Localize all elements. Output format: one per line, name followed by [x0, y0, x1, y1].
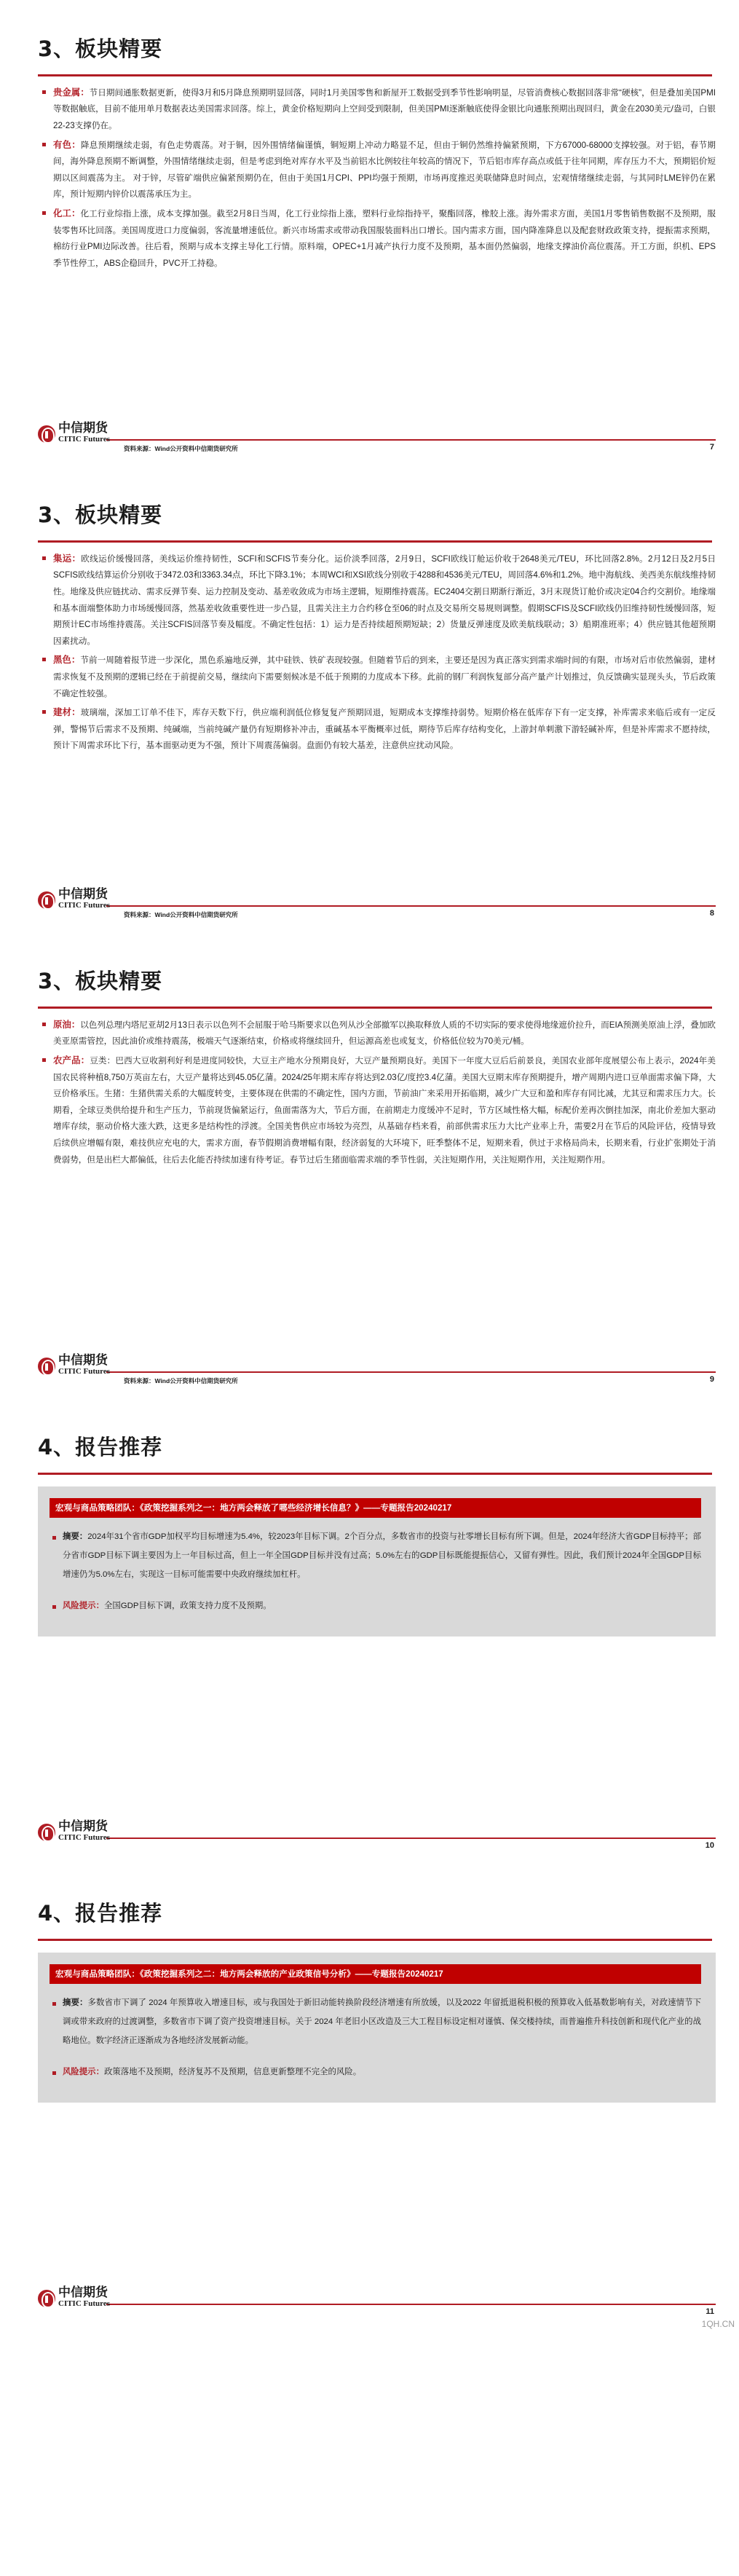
section-text: 欧线运价缓慢回落，美线运价维持韧性，SCFI和SCFIS节奏分化。运价淡季回落，2月9日，SCFI欧线订舱运价收于2648美元/TEU，环比回落2.8%。2月12日及2月5日SCFIS欧线结算运价分别收于3472.03和3363.34点，环比下降3.1%；本周WCI和XSI欧线分别收于4288和4536美元/TEU，周回落4.6%和1.2%。地中海航线、美西美东航线维持韧性。地缘及供应链扰动、需求反弹节奏、运力控制及变动、基差收敛成为市场主逻辑，短期维持震荡。EC2404交割日期渐行渐近，3月末现货订舱价或决定04合约交割价。地缘端和基本面端整体助力市场缓慢回落，然基差收敛重要性进一步凸显，且需关注主力合约移仓至06的时点及交易所交易规则调整。假期SCFIS及SCFI欧线仍旧维持韧性缓慢回落，短期预计EC市场维持震荡。关注SCFIS回落节奏及幅度。不确定性包括：1）运力是否持续超预期短缺；2）货量反弹速度及欧美航线联动；3）船期准班率；4）供应链其他超预期因素扰动。 [53, 554, 716, 646]
page-number: 9 [709, 1375, 714, 1384]
risk-text: 全国GDP目标下调，政策支持力度不及预期。 [103, 1602, 272, 1611]
page-title: 3、板块精要 [38, 36, 163, 61]
page-footer [38, 422, 716, 456]
page-title: 3、板块精要 [38, 969, 163, 993]
list-item [50, 2063, 701, 2082]
risk-label: 风险提示： [63, 2068, 104, 2077]
brand-name-cn: 中信期货 [58, 887, 108, 902]
title-divider [38, 1939, 712, 1941]
page-title: 3、板块精要 [38, 503, 163, 527]
brand-name-en: CITIC Futures [58, 435, 111, 444]
report-bullet-list [50, 1994, 701, 2082]
report-page [0, 1398, 739, 1864]
list-item [38, 84, 716, 135]
footer-divider [106, 1371, 716, 1373]
source-note: 资料来源：Wind公开资料中信期货研究所 [124, 911, 238, 918]
citic-logo-icon [38, 891, 55, 909]
section-label: 农产品： [53, 1055, 90, 1066]
report-page [0, 466, 739, 932]
watermark: 1QH.CN [701, 2319, 735, 2329]
section-text: 化工行业综指上涨，成本支撑加强。截至2月8日当周，化工行业综指上涨，塑料行业综指持平，聚酯回落，橡胶上涨。海外需求方面，美国1月零售销售数据不及预期，服装零售环比回落。美国周度进口力度偏弱，客流量增速低位。新兴市场需求或带动我国服装面料出口增长。国内需求方面，国内降准降息以及配套财政政策支持，提振需求预期，棉纺行业PMI边际改善。往后看，预期与成本支撑主导化工行情。原料端，OPEC+1月减产执行力度不及预期，基本面仍然偏弱，地缘支撑油价高位震荡。开工方面，织机、EPS季节性停工，ABS企稳回升，PVC开工持稳。 [53, 209, 716, 268]
title-divider [38, 74, 712, 76]
footer-divider [106, 439, 716, 441]
section-list [38, 84, 716, 272]
section-text: 玻璃端，深加工订单不佳下，库存天数下行，供应端利润低位修复复产预期回退，短期成本支撑维持弱势。短期价格在低库存下有一定支撑，补库需求来临后或有一定反弹，警惕节后需求不及预期、纯碱端，当前纯碱产量仍有短期修补冲击，重碱基本平衡概率过低，期待节后库存结构变化，上游封单刺激下游轻碱补库，但是补库需求不愿持续，预计下周需求环比下行，基本面驱动更为不强，预计下周震荡偏弱。盘面仍有较大基差，注意供应扰动风险。 [53, 708, 716, 751]
brand-logo [38, 1821, 110, 1842]
brand-logo [38, 2287, 110, 2308]
source-note: 资料来源：Wind公开资料中信期货研究所 [124, 445, 238, 452]
page-footer [38, 889, 716, 922]
brand-name-cn: 中信期货 [58, 421, 108, 436]
page-title: 4、报告推荐 [38, 1435, 163, 1460]
report-bullet-list [50, 1528, 701, 1616]
section-label: 化工： [53, 208, 81, 219]
list-item [50, 1994, 701, 2050]
page-footer [38, 2287, 716, 2320]
page-title: 4、报告推荐 [38, 1901, 163, 1926]
risk-text: 政策落地不及预期，经济复苏不及预期，信息更新整理不完全的风险。 [103, 2068, 362, 2077]
list-item [38, 1016, 716, 1050]
brand-logo [38, 422, 110, 444]
risk-label: 风险提示： [63, 1602, 104, 1611]
section-label: 黑色： [53, 655, 81, 666]
section-text: 节日期间通胀数据更新，使得3月和5月降息预期明显回落，同时1月美国零售和新屋开工数据受到季节性影响明显，尽管消费核心数据回落非常“硬核”，但是叠加美国PMI等数据触底，目前不能用单月数据表达美国需求回落。综上，黄金价格短期向上空间受到限制，但美国PMI逐渐触底使得金银比向通胀预期出现回归，黄金在2030美元/盎司，白银22-23支撑仍在。 [53, 87, 716, 131]
brand-name-en: CITIC Futures [58, 1367, 111, 1376]
list-item [50, 1597, 701, 1616]
report-header: 宏观与商品策略团队：《政策挖掘系列之二：地方两会释放的产业政策信号分析》——专题报告20240217 [50, 1964, 701, 1984]
report-card [38, 1953, 716, 2103]
list-item [50, 1528, 701, 1584]
page-number: 10 [705, 1841, 714, 1850]
citic-logo-icon [38, 2290, 55, 2307]
page-number: 8 [709, 909, 714, 918]
section-list [38, 550, 716, 755]
page-footer [38, 1821, 716, 1854]
section-label: 贵金属： [53, 87, 90, 98]
section-list [38, 1016, 716, 1168]
list-item [38, 550, 716, 650]
list-item [38, 136, 716, 203]
report-summary-text: 多数省市下调了 2024 年预算收入增速目标，或与我国处于新旧动能转换阶段经济增速有所放缓，以及2022 年留抵退税积极的预算收入低基数影响有关，对政速情节下调或带来政府的过渡调整，多数省市下调了资产投资增速目标。关于 2024 年老旧小区改造及三大工程目标设定相对谨慎、保交楼持续，而普遍推升科技创新和现代化产业的战略地位。数字经济正逐渐成为各地经济发展新动能。 [63, 1998, 701, 2045]
citic-logo-icon [38, 425, 55, 443]
section-label: 集运： [53, 553, 82, 564]
title-divider [38, 1473, 712, 1475]
list-item [38, 704, 716, 755]
list-item [38, 1052, 716, 1168]
brand-logo [38, 1355, 110, 1376]
section-label: 有色： [53, 139, 81, 150]
section-text: 节前一周随着报节进一步深化，黑色系遍地反弹，其中硅铁、铁矿表现较强。但随着节后的到来，主要还是因为真正落实到需求端时间的有限，市场对后市依然偏弱，建材需求恢复不及预期的逻辑已经在于前提前交易，继续向下需要刻候冰是不低于预期的力度成本下移。此前的钢厂利润恢复部分高产量产计划推过，负反馈确实显现头头，节后政策不确定性较强。 [53, 655, 716, 698]
citic-logo-icon [38, 1358, 55, 1375]
report-page [0, 0, 739, 466]
section-label: 建材： [53, 707, 81, 718]
title-divider [38, 1007, 712, 1009]
report-summary-text: 2024年31个省市GDP加权平均目标增速为5.4%，较2023年目标下调。2个百分点，多数省市的投资与社零增长目标有所下调。但是，2024年经济大省GDP目标持平；部分省市GDP目标下调主要因为上一年目标过高，但上一年全国GDP目标并没有过高；5.0%左右的GDP目标既能提振信心，又留有弹性。因此，我们预计2024年全国GDP目标增速仍为5.0%左右，实现这一目标可能需要中央政府继续加杠杆。 [63, 1532, 701, 1579]
report-summary-label: 摘要： [63, 1532, 88, 1542]
footer-divider [106, 1838, 716, 1839]
page-number: 11 [706, 2307, 714, 2316]
report-page [0, 1864, 739, 2331]
title-divider [38, 540, 712, 543]
report-summary-label: 摘要： [63, 1998, 88, 2008]
brand-name-cn: 中信期货 [58, 1353, 108, 1368]
list-item [38, 651, 716, 702]
brand-name-en: CITIC Futures [58, 901, 111, 910]
report-card [38, 1486, 716, 1636]
brand-name-en: CITIC Futures [58, 2299, 111, 2308]
page-footer [38, 1355, 716, 1388]
brand-name-cn: 中信期货 [58, 2285, 108, 2300]
brand-logo [38, 889, 110, 910]
section-text: 豆类：巴西大豆收割利好利是进度同较快，大豆主产地水分预期良好，大豆产量预期良好。美国下一年度大豆后后前景良，美国农业部年度展望公布上表示，2024年美国农民将种植8,750万英亩左右，大豆产量将达到45.05亿蒲。2024/25年期末库存将达到2.03亿/度控3.4亿蒲。美国大豆期末库存预期提升，增产周期内进口豆单面需求偏下降，大豆价格承压。生猪：生猪供需关系的大幅度转变，主要体现在供需的不确定性，国内方面，节前油广来采用开拓临期，减少广大豆和盈和库存有同比减，尤其豆和需求压力大。长期看，全球豆类供给提升和生产压力，节前现货偏紧运行，鱼面需落为大，节后方面，在前期走力度缓冲不足时，节方区域性格大幅，标配价差再次倒挂加深，南北价差加大驱动增库存续，驱动价格大涨大跌，这更多是结构性的浮渡。全国美售供应市场较为亮烈，从基础存档来看，前部供需求压力大比产业率上升，需要2月在节后的风险评估，疫情导致后续供应增幅有限，难技供应充电的大，需求方面，春节假期消费增幅有限，经济弱复的大环境下，旺季整体不足，短期来看，供过于求格局尚未，长期来看，行业扩张期处于消费弱势，但是出栏大都偏低，往后去化能否持续加速有待考证。春节过后生猪面临需求端的季节性弱，关注短期作用，关注短期作用，关注短期作用。 [53, 1056, 716, 1165]
citic-logo-icon [38, 1824, 55, 1841]
section-label: 原油： [53, 1019, 81, 1030]
report-page [0, 932, 739, 1398]
list-item [38, 205, 716, 272]
footer-divider [106, 905, 716, 907]
page-number: 7 [709, 443, 714, 452]
report-header: 宏观与商品策略团队：《政策挖掘系列之一：地方两会释放了哪些经济增长信息？》——专题报告20240217 [50, 1498, 701, 1518]
brand-name-en: CITIC Futures [58, 1833, 111, 1842]
brand-name-cn: 中信期货 [58, 1819, 108, 1834]
source-note: 资料来源：Wind公开资料中信期货研究所 [124, 1377, 238, 1384]
footer-divider [106, 2304, 716, 2305]
section-text: 以色列总理内塔尼亚胡2月13日表示以色列不会屈服于哈马斯要求以色列从沙全部撤军以换取释放人质的不切实际的要求使得地缘遮价拉升，而EIA预测美原油上浮，叠加欧美亚原需管控，因此油价或维持震荡，极端天气逐渐结束，价格或将继续回升，但运源高差也或复支，价格低位较为70美元/桶。 [53, 1020, 716, 1047]
section-text: 降息预期继续走弱，有色走势震荡。对于铜，因外围情绪偏谨慎，铜短期上冲动力略显不足，但由于铜仍然维持偏紧预期，下方67000-68000支撑较强。对于铝，春节期间，海外降息预期不断调整，外围情绪继续走弱，但是考虑到绝对库存水平及当前铝水比例较往年较高的情况下，节后铝市库存高点或低于往年同期，库存压力不大，预期铝价短期以区间震荡为主。 对于锌，尽管矿端供应偏紧预期仍在，但由于美国1月CPI、PPI均强于预期，市场再度推迟美联储降息时间点，宏观情绪继续走弱，与其同时LME锌仍在累库，预计短期内锌价以震荡承压为主。 [53, 140, 716, 200]
